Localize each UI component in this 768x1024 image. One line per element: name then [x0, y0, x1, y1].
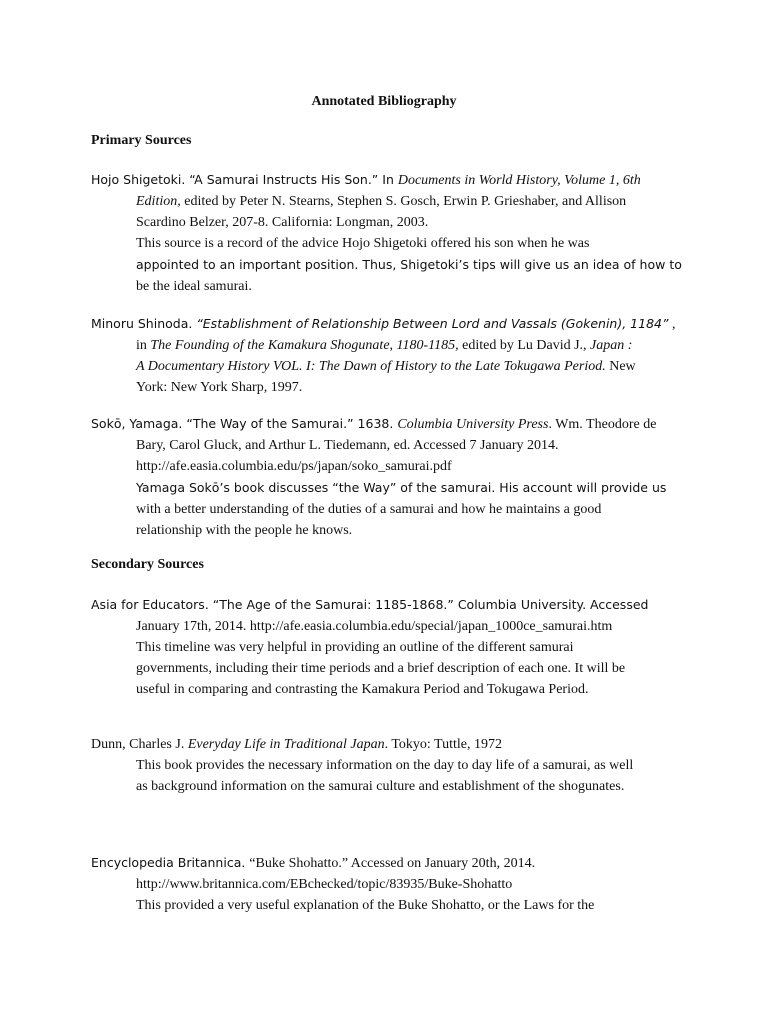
entry-line: [91, 255, 682, 277]
entry-text: This source is a record of the advice Hojo Shigetoki offered his son when he was: [136, 235, 590, 251]
primary-sources-heading: Primary Sources: [91, 133, 192, 148]
entry-text: Columbia University Press: [397, 417, 549, 432]
entry-text: The Founding of the Kamakura Shogunate, 1180-1185,: [150, 337, 459, 353]
entry-text: useful in comparing and contrasting the Kamakura Period and Tokugawa Period.: [136, 681, 589, 697]
entry-text: Sokō, Yamaga. “The Way of the Samurai.” 1638.: [91, 416, 398, 431]
entry-line: [91, 595, 671, 617]
entry-line: [91, 735, 671, 756]
bibliography-entry-hojo: [91, 170, 682, 297]
entry-line: [91, 756, 671, 777]
entry-text: Japan :: [590, 337, 633, 353]
entry-line: [91, 896, 671, 917]
entry-text: Everyday Life in Traditional Japan: [187, 737, 385, 752]
bibliography-entry-dunn: [91, 735, 671, 798]
bibliography-entry-soko: [91, 414, 671, 541]
document-title: Annotated Bibliography: [311, 94, 457, 109]
entry-text: http://afe.easia.columbia.edu/ps/japan/soko_samurai.pdf: [136, 458, 452, 474]
entry-text: with a better understanding of the duties of a samurai and how he maintains a good: [136, 501, 602, 517]
entry-line: [91, 457, 671, 478]
entry-text: edited by Lu David J.,: [458, 337, 591, 353]
entry-line: [91, 192, 671, 213]
entry-text: Encyclopedia Britannica.: [91, 855, 250, 870]
entry-line: [91, 638, 671, 659]
entry-text: This book provides the necessary information on the day to day life of a samurai, as well: [136, 757, 634, 773]
entry-text: in: [136, 337, 151, 353]
entry-line: [91, 213, 671, 234]
entry-line: [91, 414, 671, 436]
entry-text: “Buke Shohatto.” Accessed on January 20th, 2014.: [249, 856, 536, 871]
entry-text: Scardino Belzer, 207-8. California: Longman, 2003.: [136, 214, 429, 230]
entry-text: New: [605, 358, 636, 374]
entry-text: Documents in World History, Volume 1, 6th: [397, 173, 641, 188]
entry-line: [91, 521, 671, 542]
entry-text: be the ideal samurai.: [136, 278, 252, 294]
entry-line: [91, 500, 671, 521]
entry-line: [91, 680, 671, 701]
entry-text: relationship with the people he knows.: [136, 522, 353, 538]
bibliography-entry-asia-for-educators: [91, 595, 671, 701]
entry-line: [91, 378, 671, 399]
entry-text: Yamaga Sokō’s book discusses “the Way” of the samurai. His account will provide us: [136, 479, 667, 495]
entry-line: [91, 853, 671, 875]
entry-text: York: New York Sharp, 1997.: [136, 379, 303, 395]
entry-text: . Wm. Theodore de: [548, 417, 657, 432]
entry-text: appointed to an important position. Thus, Shigetoki’s tips will give us an idea of how to: [136, 256, 682, 272]
entry-text: ,: [668, 317, 676, 332]
entry-text: Hojo Shigetoki. “A Samurai Instructs His Son.” In: [91, 172, 398, 187]
entry-line: [91, 777, 671, 798]
entry-line: [91, 277, 671, 298]
entry-line: [91, 336, 671, 357]
entry-text: Edition,: [136, 193, 181, 209]
entry-text: edited by Peter N. Stearns, Stephen S. Gosch, Erwin P. Grieshaber, and Allison: [180, 193, 627, 209]
bibliography-entry-shinoda: [91, 314, 676, 399]
entry-text: Dunn, Charles J.: [91, 737, 188, 752]
entry-line: [91, 436, 671, 457]
entry-text: January 17th, 2014. http://afe.easia.columbia.edu/special/japan_1000ce_samurai.htm: [136, 618, 613, 634]
entry-line: [91, 875, 671, 896]
entry-line: [91, 478, 671, 500]
entry-text: as background information on the samurai culture and establishment of the shogunates.: [136, 778, 625, 794]
entry-line: [91, 234, 671, 255]
entry-text: governments, including their time periods and a brief description of each one. It will be: [136, 660, 626, 676]
entry-line: [91, 357, 671, 378]
entry-line: [91, 617, 671, 638]
entry-text: This timeline was very helpful in providing an outline of the different samurai: [136, 639, 574, 655]
entry-text: Asia for Educators. “The Age of the Samurai: 1185-1868.” Columbia University. Accessed: [91, 597, 649, 612]
entry-text: Bary, Carol Gluck, and Arthur L. Tiedemann, ed. Accessed 7 January 2014.: [136, 437, 559, 453]
entry-text: http://www.britannica.com/EBchecked/topic/83935/Buke-Shohatto: [136, 876, 513, 892]
bibliography-entry-britannica: [91, 853, 671, 917]
entry-text: Minoru Shinoda.: [91, 316, 197, 331]
entry-line: [91, 314, 676, 336]
entry-line: [91, 659, 671, 680]
entry-text: “Establishment of Relationship Between Lord and Vassals (Gokenin), 1184”: [196, 316, 669, 331]
secondary-sources-heading: Secondary Sources: [91, 557, 204, 572]
entry-text: . Tokyo: Tuttle, 1972: [384, 737, 502, 752]
entry-text: This provided a very useful explanation of the Buke Shohatto, or the Laws for the: [136, 897, 595, 913]
entry-text: A Documentary History VOL. I: The Dawn of History to the Late Tokugawa Period.: [136, 358, 606, 374]
entry-line: [91, 170, 671, 192]
